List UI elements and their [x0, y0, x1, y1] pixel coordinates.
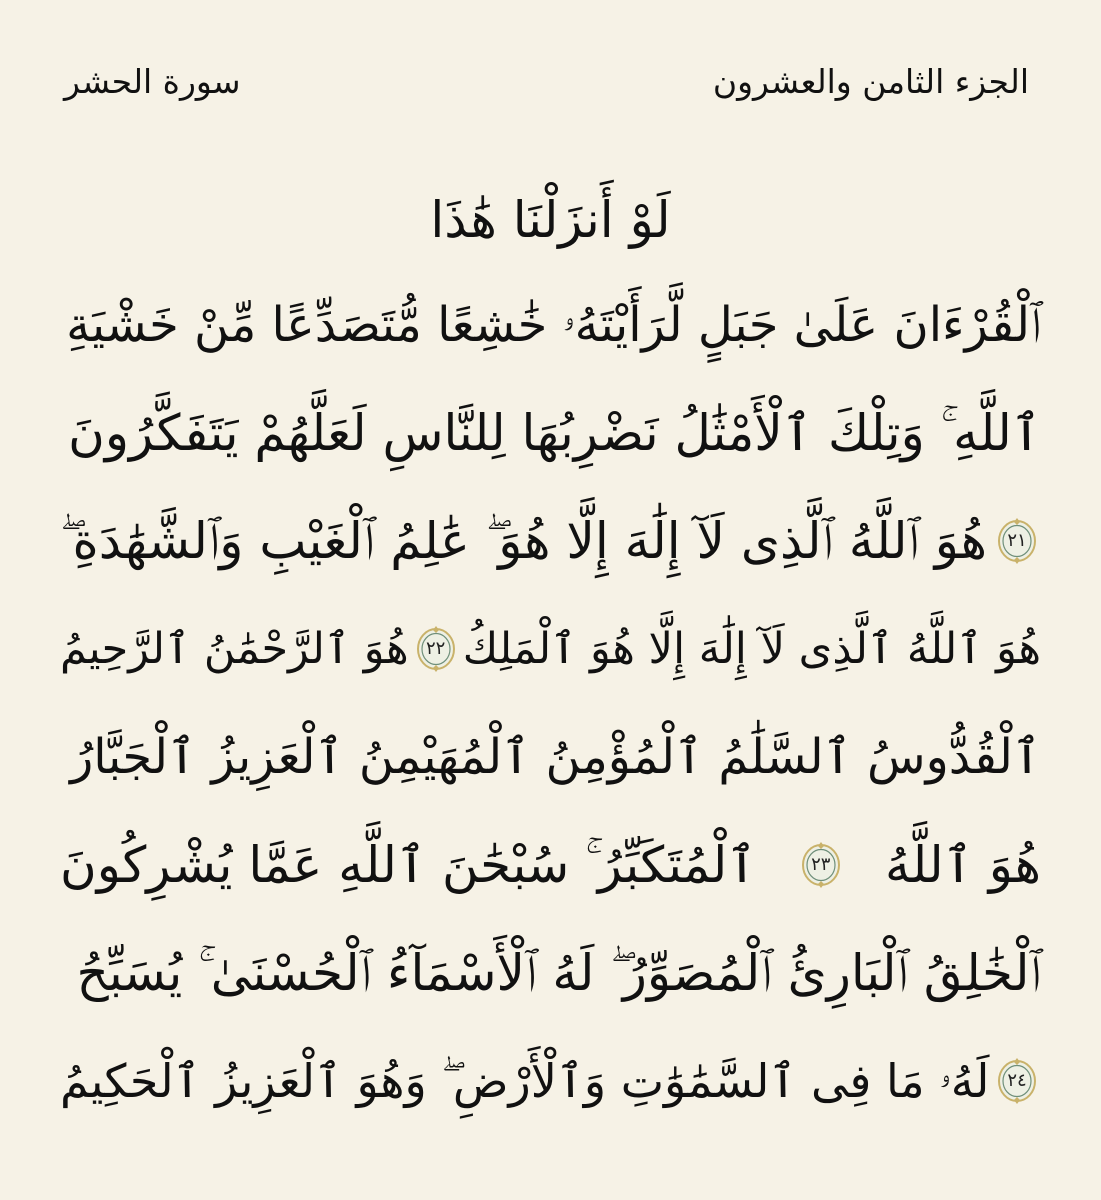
ayah-number-marker: [416, 625, 456, 673]
page-header: [0, 62, 1101, 122]
verse-segment: هُوَ ٱللَّهُ: [885, 836, 1041, 894]
verse-segment: ٱلْمُتَكَبِّرُ ۚ سُبْحَٰنَ ٱللَّهِ عَمَّا يُشْرِكُونَ: [60, 836, 757, 894]
verse-line: [60, 271, 1041, 379]
ayah-number: ٢٤: [1007, 1070, 1027, 1091]
ayah-number: ٢١: [1007, 530, 1027, 551]
verse-line: [60, 703, 1041, 811]
ayah-number: ٢٢: [426, 638, 446, 659]
surah-title: سورة الحشر: [64, 62, 241, 101]
verse-segment: ٱللَّهِ ۚ وَتِلْكَ ٱلْأَمْثَٰلُ نَضْرِبُهَا لِلنَّاسِ لَعَلَّهُمْ يَتَفَكَّرُونَ: [68, 404, 1041, 462]
verse-segment: لَهُۥ مَا فِى ٱلسَّمَٰوَٰتِ وَٱلْأَرْضِ ۖ وَهُوَ ٱلْعَزِيزُ ٱلْحَكِيمُ: [60, 1054, 990, 1108]
ayah-number-marker: [997, 1057, 1037, 1105]
verse-segment: هُوَ ٱللَّهُ ٱلَّذِى لَآ إِلَٰهَ إِلَّا هُوَ ٱلْمَلِكُ: [462, 623, 1041, 674]
verse-segment: ٱلْخَٰلِقُ ٱلْبَارِئُ ٱلْمُصَوِّرُ ۖ لَهُ ٱلْأَسْمَآءُ ٱلْحُسْنَىٰ ۚ يُسَبِّحُ: [76, 944, 1041, 1002]
verse-line: [60, 595, 1041, 703]
verse-line: [60, 379, 1041, 487]
verse-segment: ٱلْقُرْءَانَ عَلَىٰ جَبَلٍ لَّرَأَيْتَهُۥ خَٰشِعًا مُّتَصَدِّعًا مِّنْ خَشْيَةِ: [66, 297, 1041, 353]
verse-segment: هُوَ ٱلرَّحْمَٰنُ ٱلرَّحِيمُ: [60, 623, 409, 674]
juz-title: الجزء الثامن والعشرون: [712, 62, 1029, 101]
verse-segment: هُوَ ٱللَّهُ ٱلَّذِى لَآ إِلَٰهَ إِلَّا هُوَ ۖ عَٰلِمُ ٱلْغَيْبِ وَٱلشَّهَٰدَةِ ۖ: [60, 512, 987, 570]
ayah-number: ٢٣: [811, 854, 831, 875]
verse-segment: ٱلْقُدُّوسُ ٱلسَّلَٰمُ ٱلْمُؤْمِنُ ٱلْمُهَيْمِنُ ٱلْعَزِيزُ ٱلْجَبَّارُ: [70, 729, 1041, 785]
verse-segment: لَوْ أَنزَلْنَا هَٰذَا: [430, 191, 671, 249]
verse-line: [60, 919, 1041, 1027]
verse-line: [60, 1027, 1041, 1135]
verse-line: [60, 487, 1041, 595]
verse-text-block: [60, 175, 1041, 1135]
verse-line: [60, 175, 1041, 265]
ayah-number-marker: [997, 517, 1037, 565]
ayah-number-marker: [801, 841, 841, 889]
verse-line: [60, 811, 1041, 919]
